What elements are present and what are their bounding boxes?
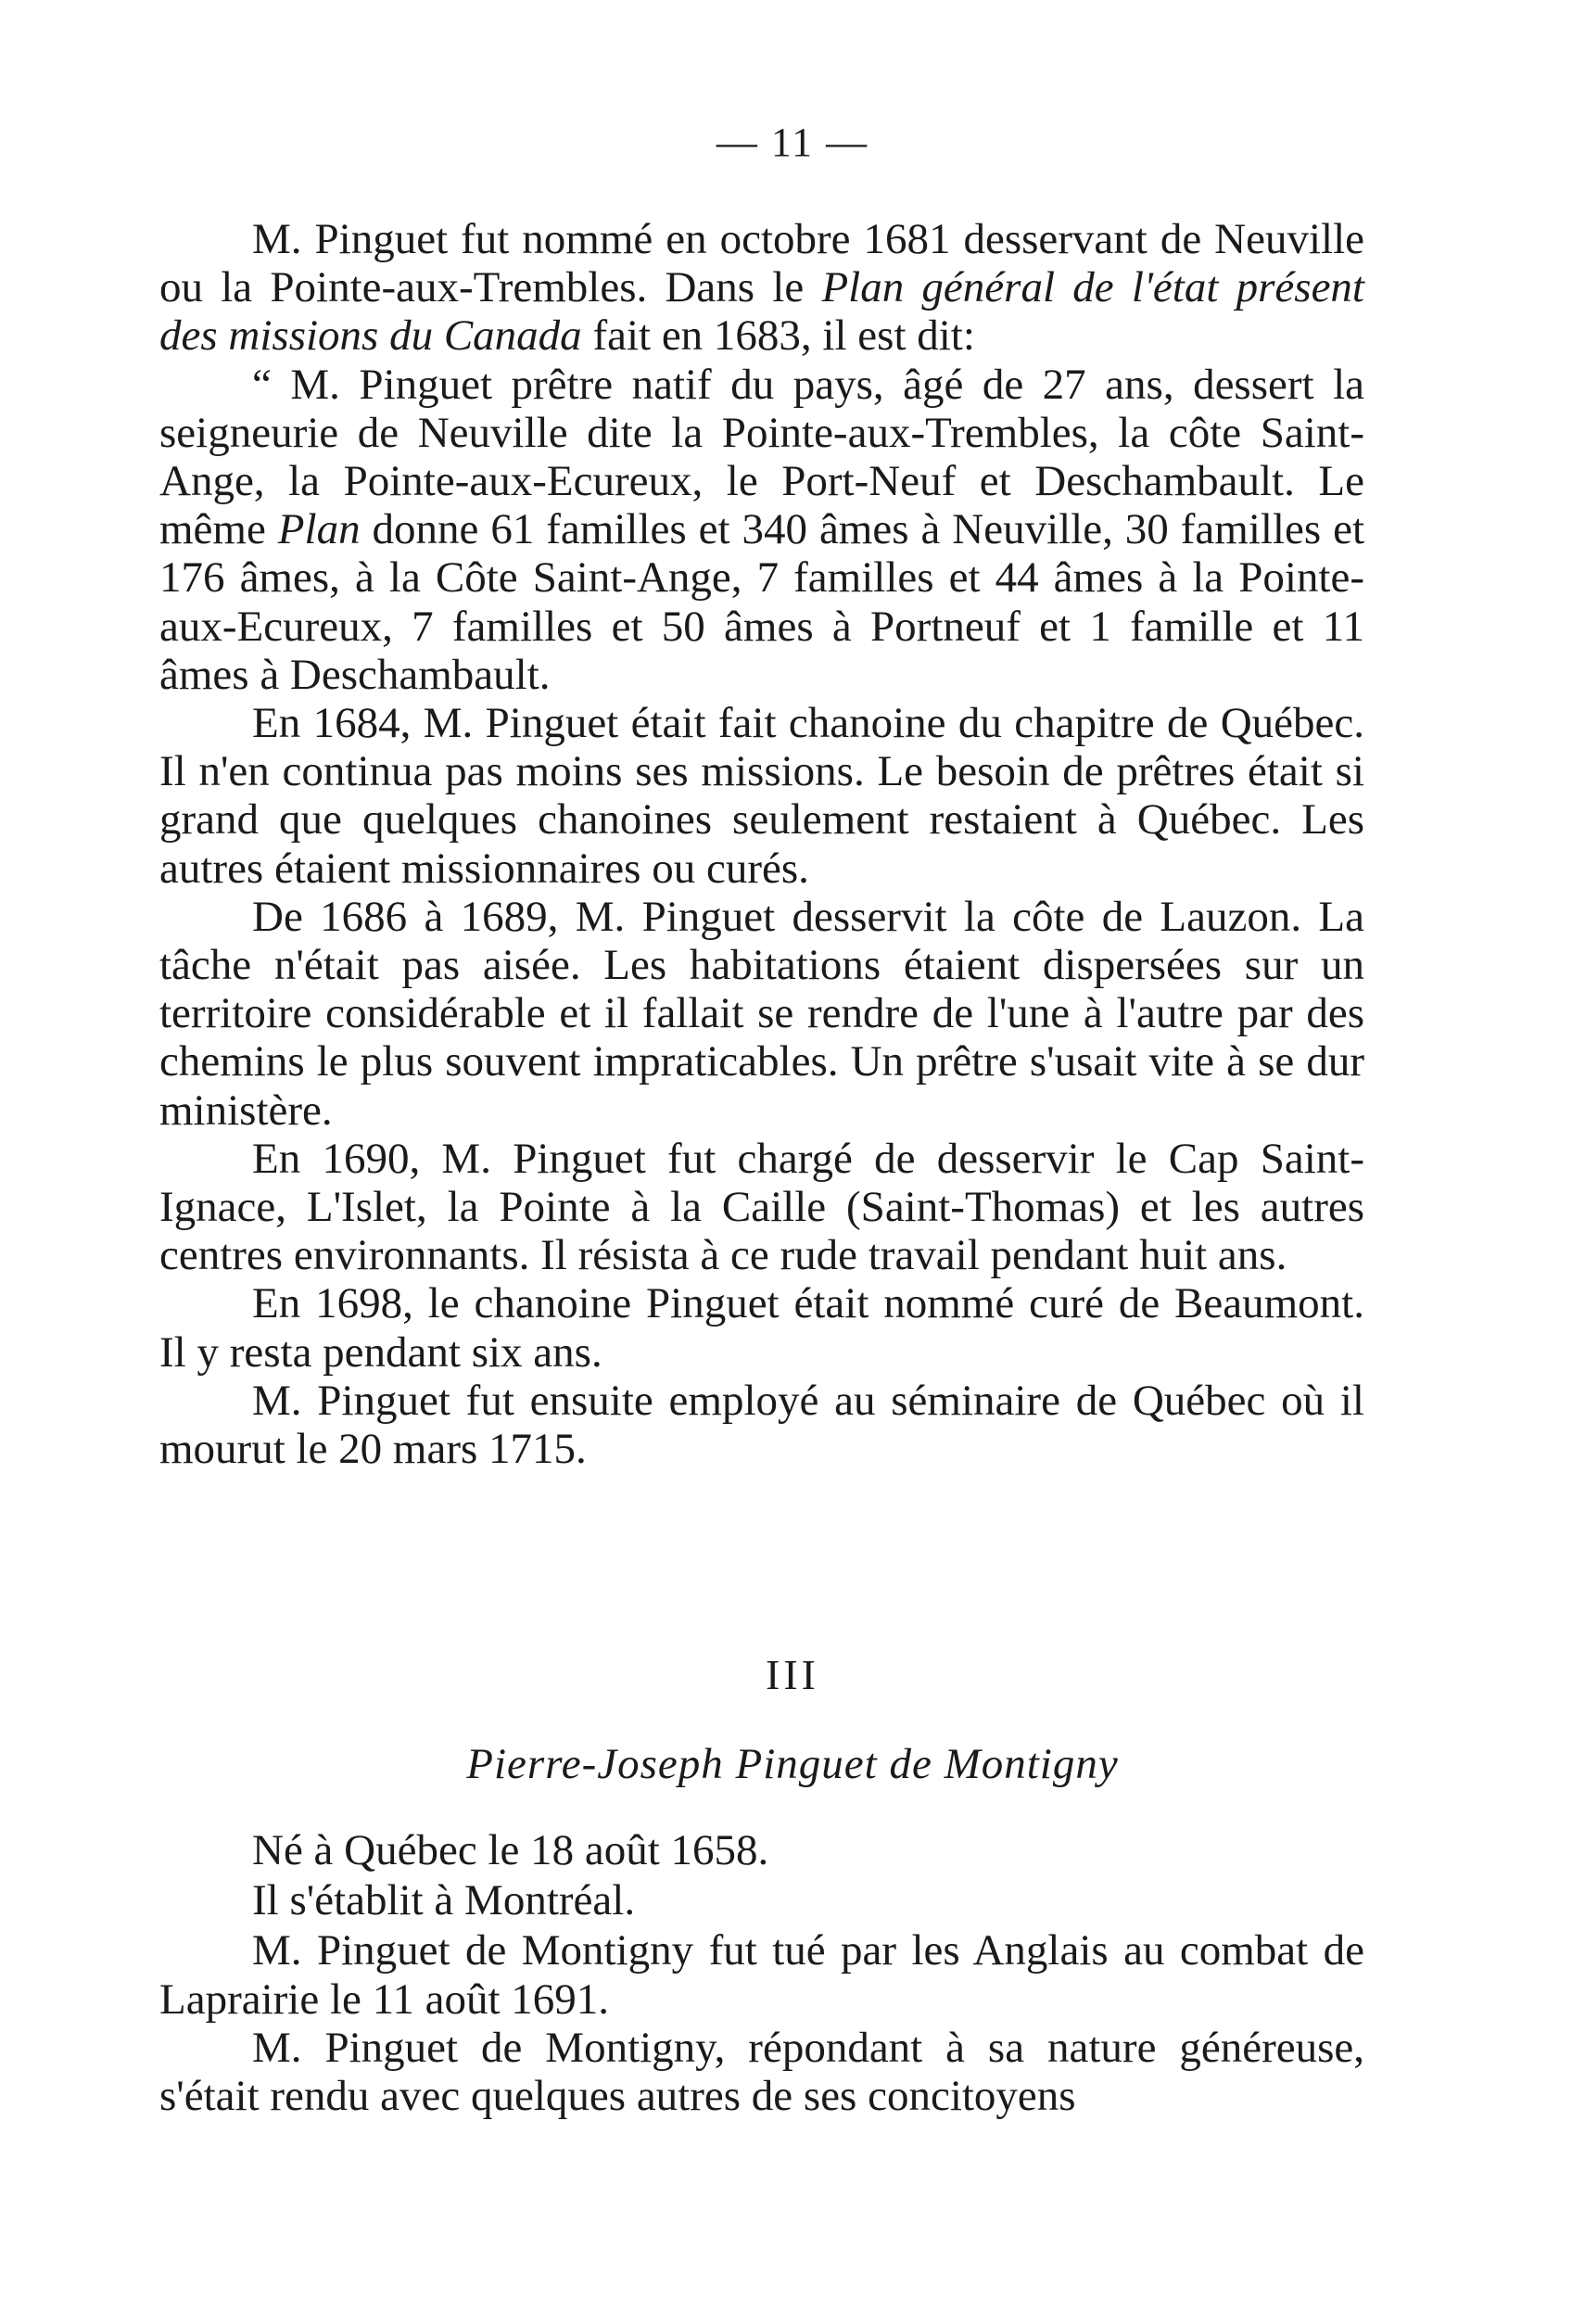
section-body-text [159, 1826, 1364, 2120]
paragraph [159, 361, 1364, 699]
paragraph: En 1698, le chanoine Pinguet était nommé curé de Beaumont. Il y resta pendant six ans. [159, 1279, 1364, 1377]
paragraph-text: fait en 1683, il est dit: [592, 311, 975, 361]
paragraph: M. Pinguet de Montigny, répondant à sa nature généreuse, s'était rendu avec quelques autres de ses concitoyens [159, 2023, 1364, 2121]
quote-text: donne 61 familles et 340 âmes à Neuville, 30 familles et 176 âmes, à la Côte Saint-Ange, 7 familles et 44 âmes à la Pointe-aux-Ecureux, 7 familles et 50 âmes à Portneuf et 1 famille et 11 âmes à Deschambault. [159, 505, 1365, 699]
paragraph: En 1690, M. Pinguet fut chargé de desservir le Cap Saint-Ignace, L'Islet, la Pointe à la Caille (Saint-Thomas) et les autres centres environnants. Il résista à ce rude travail pendant huit ans. [159, 1134, 1364, 1280]
quote-text: “ M. Pinguet prêtre natif du pays, âgé de 27 ans, dessert la seigneurie de Neuville dite la Pointe-aux-Trembles, la côte Saint-Ange, la Pointe-aux-Ecureux, le Port-Neuf et Deschambault. Le même [159, 360, 1364, 554]
paragraph: De 1686 à 1689, M. Pinguet desservit la côte de Lauzon. La tâche n'était pas aisée. Les habitations étaient dispersées sur un territoire considérable et il fallait se rendre de l'une à l'autre par des chemins le plus souvent impraticables. Un prêtre s'usait vite à se dur ministère. [159, 892, 1364, 1135]
page-number: — 11 — [716, 120, 869, 165]
section-numeral: III [766, 1651, 819, 1698]
paragraph: Né à Québec le 18 août 1658. [252, 1826, 769, 1874]
paragraph: En 1684, M. Pinguet était fait chanoine du chapitre de Québec. Il n'en continua pas moins ses missions. Le besoin de prêtres était si grand que quelques chanoines seulement restaient à Québec. Les autres étaient missionnaires ou curés. [159, 699, 1364, 893]
paragraph: Il s'établit à Montréal. [252, 1876, 636, 1925]
body-text [159, 215, 1364, 1473]
italic-title: Plan général de l'état présent des missions du Canada [159, 263, 1364, 361]
paragraph-text: M. Pinguet fut nommé en octobre 1681 desservant de Neuville ou la Pointe-aux-Trembles. Dans le [159, 215, 1364, 312]
italic-title: Plan [277, 505, 361, 554]
paragraph: M. Pinguet de Montigny fut tué par les Anglais au combat de Laprairie le 11 août 1691. [159, 1926, 1364, 2024]
paragraph: M. Pinguet fut ensuite employé au séminaire de Québec où il mourut le 20 mars 1715. [159, 1376, 1364, 1474]
section-title: Pierre-Joseph Pinguet de Montigny [466, 1740, 1119, 1788]
paragraph [159, 215, 1364, 361]
